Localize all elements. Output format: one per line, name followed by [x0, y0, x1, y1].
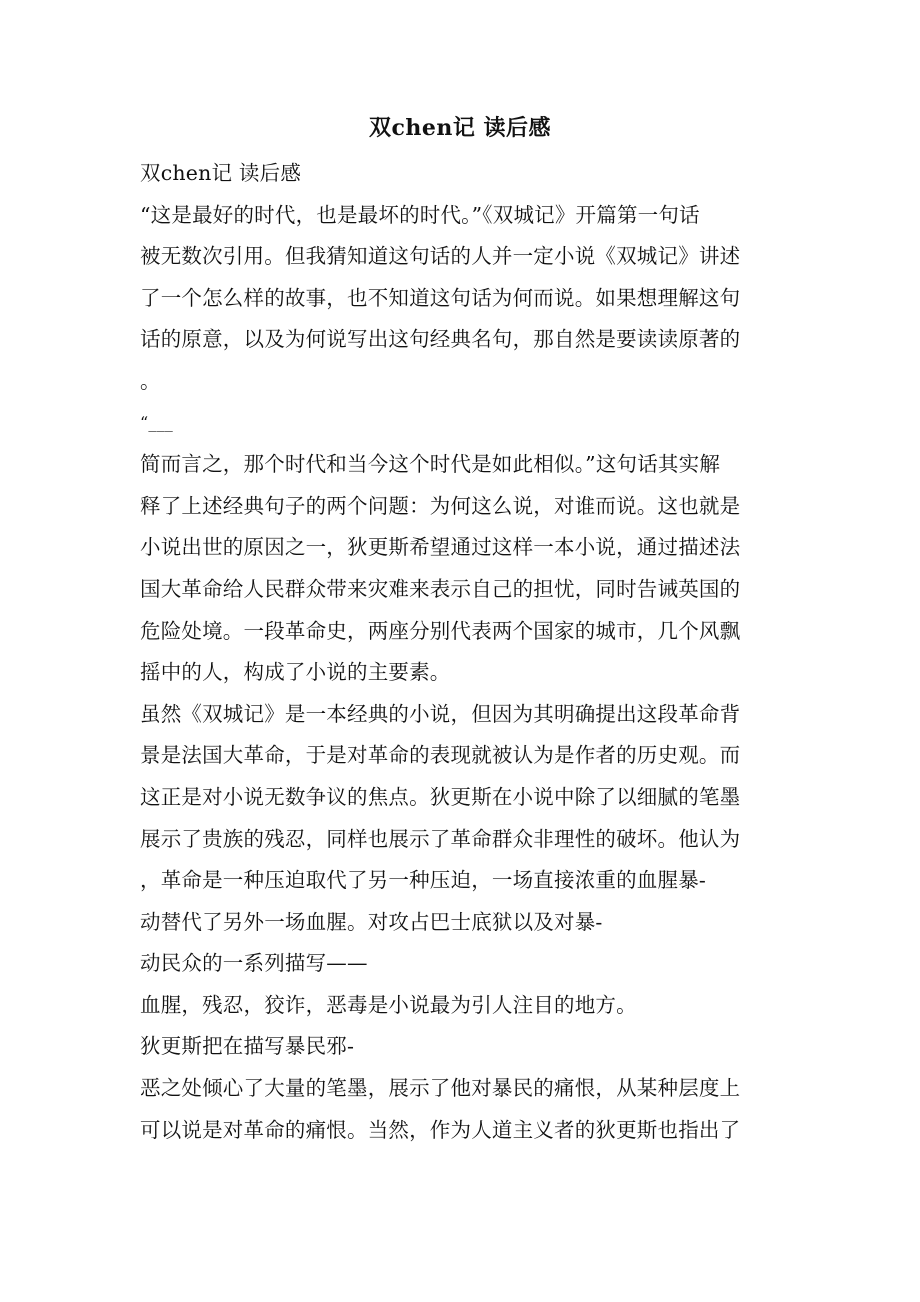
text-line: 。 [140, 368, 161, 393]
text-line: 展示了贵族的残忍，同样也展示了革命群众非理性的破坏。他认为 [140, 826, 741, 851]
text-line: 了一个怎么样的故事，也不知道这句话为何而说。如果想理解这句 [140, 285, 741, 310]
document-body [140, 156, 772, 1154]
text-line: 国大革命给人民群众带来灾难来表示自己的担忧，同时告诫英国的 [140, 576, 741, 601]
text-line: 摇中的人，构成了小说的主要素。 [140, 660, 451, 685]
text-line: “___ [140, 412, 173, 432]
text-line: ，革命是一种压迫取代了另一种压迫，一场直接浓重的血腥暴- [140, 868, 707, 893]
text-line: 话的原意，以及为何说写出这句经典名句，那自然是要读读原著的 [140, 327, 741, 352]
text-line: 动替代了另外一场血腥。对攻占巴士底狱以及对暴- [140, 909, 603, 934]
text-line: 这正是对小说无数争议的焦点。狄更斯在小说中除了以细腻的笔墨 [140, 784, 741, 809]
text-line: 景是法国大革命，于是对革命的表现就被认为是作者的历史观。而 [140, 743, 741, 768]
text-line: 恶之处倾心了大量的笔墨，展示了他对暴民的痛恨，从某种层度上 [140, 1076, 741, 1101]
text-line: 被无数次引用。但我猜知道这句话的人并一定小说《双城记》讲述 [140, 244, 741, 269]
subtitle-line: 双chen记 读后感 [140, 161, 302, 185]
text-line: 释了上述经典句子的两个问题：为何这么说，对谁而说。这也就是 [140, 493, 741, 518]
document-title: 双chen记 读后感 [368, 115, 552, 141]
text-line: 狄更斯把在描写暴民邪- [140, 1034, 355, 1059]
text-line: 简而言之，那个时代和当今这个时代是如此相似。”这句话其实解 [140, 452, 721, 477]
text-line: 血腥，残忍，狡诈，恶毒是小说最为引人注目的地方。 [140, 992, 637, 1017]
text-line: 动民众的一系列描写—— [140, 951, 368, 976]
text-line: “这是最好的时代，也是最坏的时代。”《双城记》开篇第一句话 [140, 202, 700, 227]
text-line: 虽然《双城记》是一本经典的小说，但因为其明确提出这段革命背 [140, 701, 741, 726]
text-line: 可以说是对革命的痛恨。当然，作为人道主义者的狄更斯也指出了 [140, 1117, 741, 1142]
text-line: 小说出世的原因之一，狄更斯希望通过这样一本小说，通过描述法 [140, 535, 741, 560]
text-line: 危险处境。一段革命史，两座分别代表两个国家的城市，几个风飘 [140, 618, 741, 643]
